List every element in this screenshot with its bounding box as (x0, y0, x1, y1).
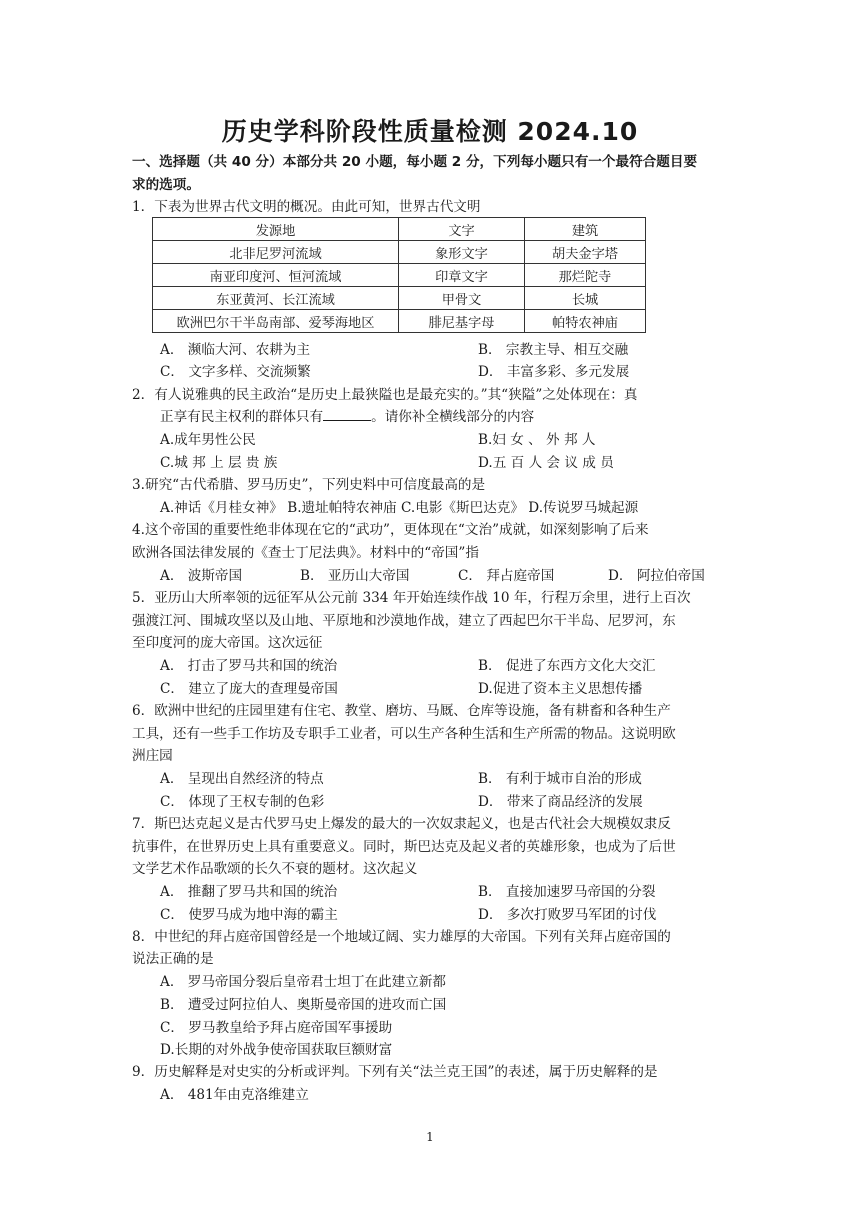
table-header: 发源地 (153, 218, 399, 241)
q6-option-c: C． 体现了王权专制的色彩 (160, 794, 325, 810)
q8-stem-line2: 说法正确的是 (132, 951, 214, 967)
q9-stem: 9．历史解释是对史实的分析或评判。下列有关“法兰克王国”的表述，属于历史解释的是 (132, 1064, 658, 1080)
q5-option-d: D.促进了资本主义思想传播 (478, 681, 643, 697)
page-title: 历史学科阶段性质量检测 2024.10 (221, 117, 639, 146)
table-cell: 帕特农神庙 (525, 310, 646, 333)
q1-option-a: A． 濒临大河、农耕为主 (160, 342, 311, 358)
civilization-table (152, 217, 646, 333)
q4-option-c: C． 拜占庭帝国 (458, 568, 555, 584)
q1-option-d: D． 丰富多彩、多元发展 (478, 364, 630, 380)
q6-option-a: A． 呈现出自然经济的特点 (160, 771, 324, 787)
q7-stem-line1: 7．斯巴达克起义是古代罗马史上爆发的最大的一次奴隶起义，也是古代社会大规模奴隶反 (132, 816, 671, 832)
table-row (153, 241, 646, 264)
q4-option-a: A． 波斯帝国 (160, 568, 243, 584)
q2-stem-part1: 正享有民主权利的群体只有 (160, 409, 324, 425)
table-cell: 胡夫金字塔 (525, 241, 646, 264)
table-row (153, 264, 646, 287)
q4-stem-line1: 4.这个帝国的重要性绝非体现在它的“武功”，更体现在“文治”成就，如深刻影响了后来 (132, 522, 649, 538)
table-cell: 长城 (525, 287, 646, 310)
q4-option-d: D． 阿拉伯帝国 (608, 568, 705, 584)
q7-option-b: B． 直接加速罗马帝国的分裂 (478, 884, 656, 900)
q7-stem-line2: 抗事件，在世界历史上具有重要意义。同时，斯巴达克及起义者的英雄形象，也成为了后世 (132, 839, 676, 855)
q2-stem-line1: 2．有人说雅典的民主政治“是历史上最狭隘也是最充实的。”其“狭隘”之处体现在：真 (132, 387, 638, 403)
q2-stem-part2: 。请你补全横线部分的内容 (371, 409, 535, 425)
q1-option-b: B． 宗教主导、相互交融 (478, 342, 629, 358)
table-cell: 北非尼罗河流域 (153, 241, 399, 264)
q6-stem-line2: 工具，还有一些手工作坊及专职手工业者，可以生产各种生活和生产所需的物品。这说明欧 (132, 726, 676, 742)
q2-option-b: B.妇 女 、 外 邦 人 (478, 432, 596, 448)
table-header: 建筑 (525, 218, 646, 241)
q8-option-b: B． 遭受过阿拉伯人、奥斯曼帝国的进攻而亡国 (160, 997, 447, 1013)
q5-option-a: A． 打击了罗马共和国的统治 (160, 658, 338, 674)
q5-option-c: C． 建立了庞大的查理曼帝国 (160, 681, 338, 697)
q9-option-a: A． 481年由克洛维建立 (160, 1087, 309, 1103)
table-cell: 甲骨文 (399, 287, 525, 310)
page-number: 1 (426, 1130, 434, 1144)
table-cell: 南亚印度河、恒河流域 (153, 264, 399, 287)
q8-option-d: D.长期的对外战争使帝国获取巨额财富 (160, 1042, 393, 1058)
q8-option-c: C． 罗马教皇给予拜占庭帝国军事援助 (160, 1020, 393, 1036)
q6-option-b: B． 有利于城市自治的形成 (478, 771, 642, 787)
q6-stem-line1: 6．欧洲中世纪的庄园里建有住宅、教堂、磨坊、马厩、仓库等设施，备有耕畜和各种生产 (132, 703, 671, 719)
q7-option-d: D． 多次打败罗马军团的讨伐 (478, 907, 657, 923)
q7-option-a: A． 推翻了罗马共和国的统治 (160, 884, 338, 900)
q1-option-c: C． 文字多样、交流频繁 (160, 364, 311, 380)
q5-stem-line1: 5．亚历山大所率领的远征军从公元前 334 年开始连续作战 10 年，行程万余里，进行上百次 (132, 590, 691, 606)
q8-option-a: A． 罗马帝国分裂后皇帝君士坦丁在此建立新都 (160, 974, 447, 990)
q2-option-c: C.城 邦 上 层 贵 族 (160, 455, 278, 471)
q8-stem-line1: 8．中世纪的拜占庭帝国曾经是一个地域辽阔、实力雄厚的大帝国。下列有关拜占庭帝国的 (132, 929, 671, 945)
q5-stem-line2: 强渡江河、围城攻坚以及山地、平原地和沙漠地作战，建立了西起巴尔干半岛、尼罗河，东 (132, 613, 676, 629)
table-cell: 东亚黄河、长江流域 (153, 287, 399, 310)
q5-stem-line3: 至印度河的庞大帝国。这次远征 (132, 635, 323, 651)
q6-stem-line3: 洲庄园 (132, 748, 173, 764)
table-cell: 那烂陀寺 (525, 264, 646, 287)
q2-option-a: A.成年男性公民 (160, 432, 256, 448)
table-cell: 象形文字 (399, 241, 525, 264)
section-heading-line1: 一、选择题（共 40 分）本部分共 20 小题，每小题 2 分，下列每小题只有一个最符合题目要 (132, 154, 698, 170)
table-header: 文字 (399, 218, 525, 241)
table-cell: 腓尼基字母 (399, 310, 525, 333)
q7-stem-line3: 文学艺术作品歌颂的长久不衰的题材。这次起义 (132, 861, 418, 877)
q7-option-c: C． 使罗马成为地中海的霸主 (160, 907, 338, 923)
section-heading-line2: 求的选项。 (132, 177, 200, 193)
answer-blank (323, 408, 371, 421)
q2-stem-line2 (160, 408, 534, 426)
q3-stem: 3.研究“古代希腊、罗马历史”，下列史料中可信度最高的是 (132, 477, 486, 493)
table-cell: 印章文字 (399, 264, 525, 287)
table-row (153, 310, 646, 333)
table-header-row (153, 218, 646, 241)
q1-stem: 1．下表为世界古代文明的概况。由此可知，世界古代文明 (132, 199, 481, 215)
q2-option-d: D.五 百 人 会 议 成 员 (478, 455, 614, 471)
q6-option-d: D． 带来了商品经济的发展 (478, 794, 643, 810)
table-cell: 欧洲巴尔干半岛南部、爱琴海地区 (153, 310, 399, 333)
q5-option-b: B． 促进了东西方文化大交汇 (478, 658, 656, 674)
table-row (153, 287, 646, 310)
q4-option-b: B． 亚历山大帝国 (300, 568, 410, 584)
q4-stem-line2: 欧洲各国法律发展的《查士丁尼法典》。材料中的“帝国”指 (132, 545, 479, 561)
q3-options: A.神话《月桂女神》 B.遗址帕特农神庙 C.电影《斯巴达克》 D.传说罗马城起源 (160, 500, 639, 516)
